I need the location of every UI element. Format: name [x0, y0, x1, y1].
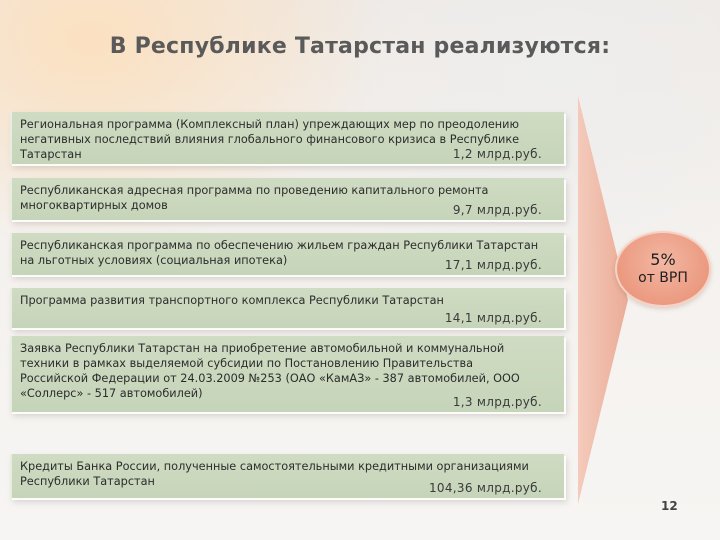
program-item-text: Кредиты Банка России, полученные самостоятельными кредитными организациями Республики Татарстан: [20, 460, 529, 488]
program-item-vehicle-purchase: [10, 336, 564, 412]
program-item-amount: 9,7 млрд.руб.: [452, 203, 542, 217]
chevron-arrow-icon: [578, 96, 628, 504]
program-item-amount: 104,36 млрд.руб.: [429, 481, 542, 495]
slide-title: В Республике Татарстан реализуются:: [109, 34, 611, 59]
summary-circle: [615, 231, 711, 307]
program-item-text: Заявка Республики Татарстан на приобретение автомобильной и коммунальной техники в рамках выделяемой субсидии по Постановлению Правительства Российской Федерации от 24.03.2009 №253 (ОАО «КамАЗ» - 387 автомобилей, ООО «Соллерс» - 517 автомобилей): [20, 342, 520, 400]
page-number: 12: [661, 499, 678, 513]
program-item-transport: [10, 288, 564, 328]
program-item-capital-repair: [10, 178, 564, 220]
program-item-text: Республиканская адресная программа по проведению капитального ремонта многоквартирных домов: [20, 184, 489, 212]
program-item-text: Программа развития транспортного комплекса Республики Татарстан: [20, 294, 444, 307]
program-item-text: Республиканская программа по обеспечению жильем граждан Республики Татарстан на льготных условиях (социальная ипотека): [20, 239, 539, 267]
program-item-amount: 1,3 млрд.руб.: [452, 395, 542, 409]
program-item-text: Региональная программа (Комплексный план) упреждающих мер по преодолению негативных последствий влияния глобального финансового кризиса в Республике Татарстан: [20, 118, 520, 161]
program-item-amount: 17,1 млрд.руб.: [444, 258, 542, 272]
summary-label: от ВРП: [638, 270, 688, 286]
program-item-amount: 1,2 млрд.руб.: [452, 147, 542, 161]
program-item-bank-credits: [10, 454, 564, 498]
program-item-amount: 14,1 млрд.руб.: [444, 311, 542, 325]
program-item-social-mortgage: [10, 233, 564, 275]
program-item-regional-plan: [10, 112, 564, 164]
summary-percent: 5%: [650, 250, 676, 269]
